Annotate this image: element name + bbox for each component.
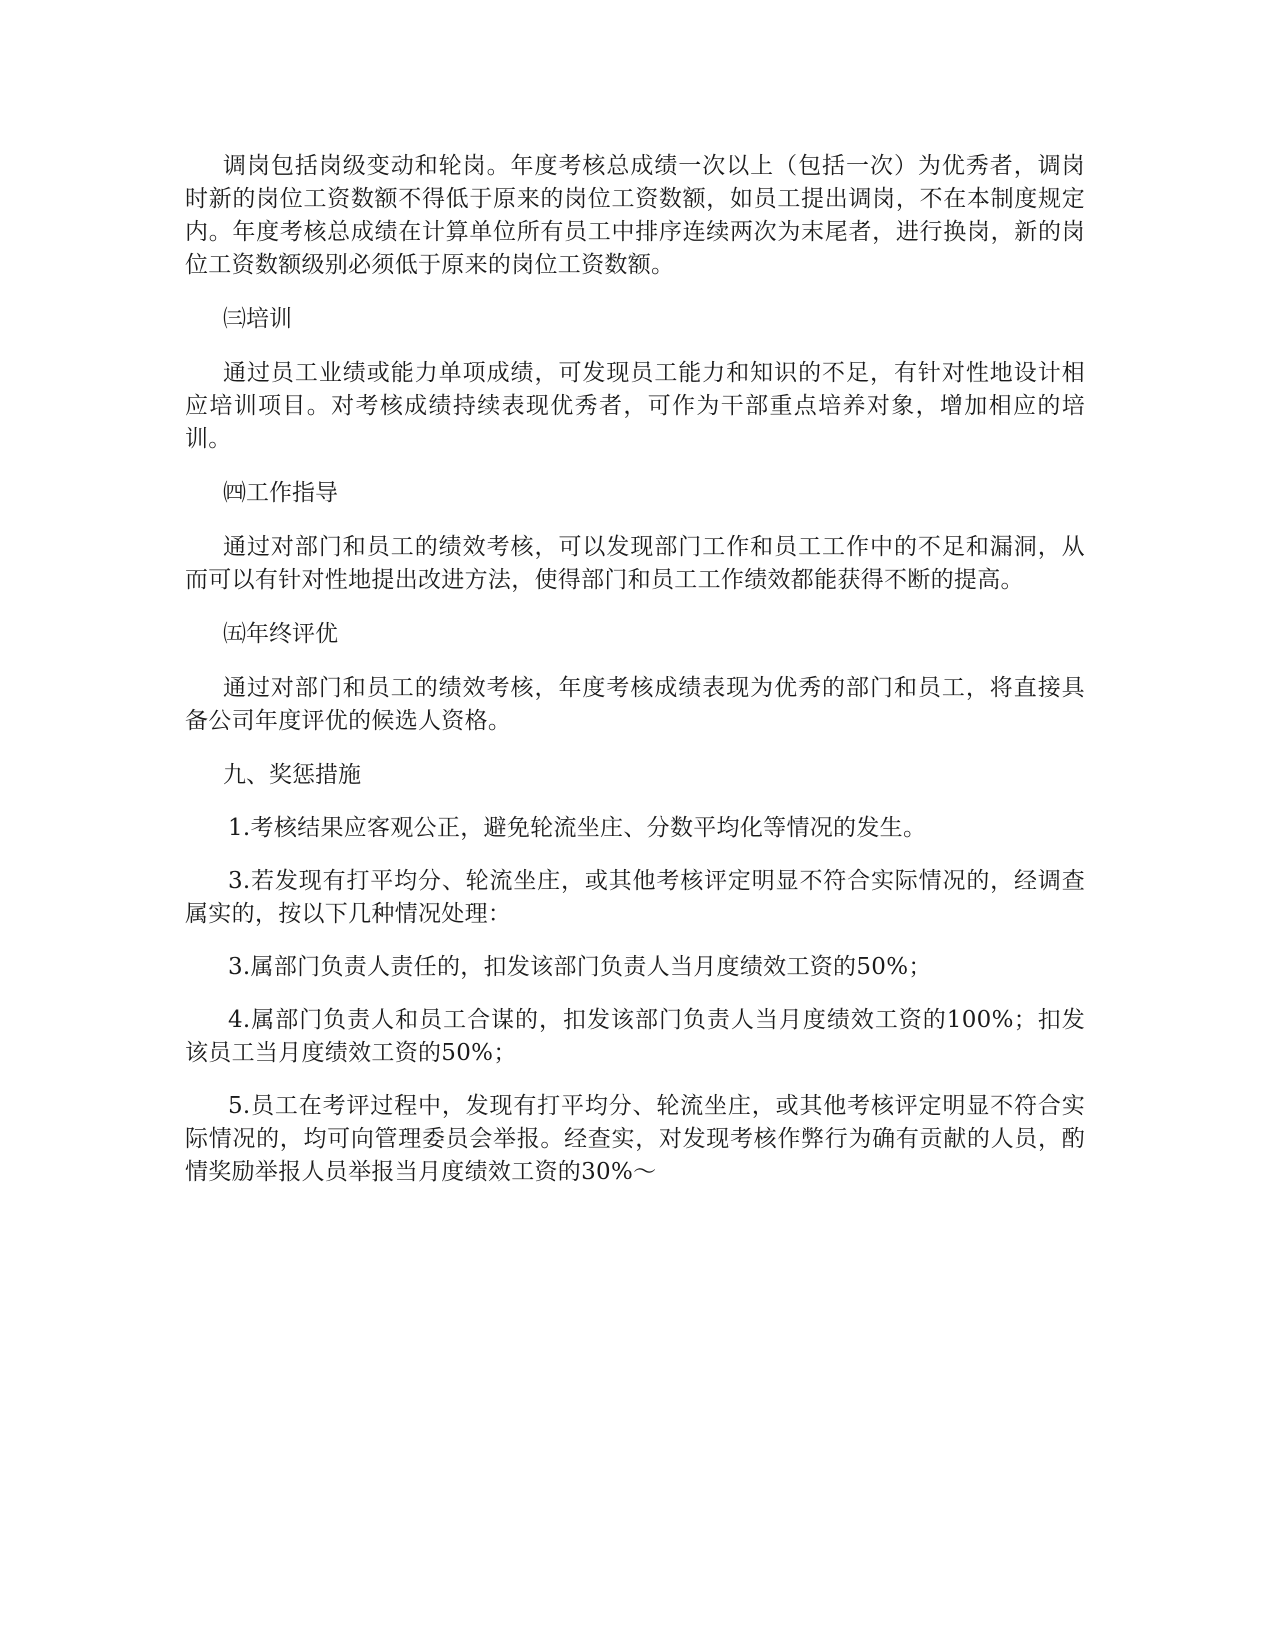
heading-year-end-awards: ㈤年终评优 (223, 621, 338, 647)
heading-rewards-penalties: 九、奖惩措施 (223, 762, 361, 788)
paragraph-training: 通过员工业绩或能力单项成绩，可发现员工能力和知识的不足，有针对性地设计相应培训项目。对考核成绩持续表现优秀者，可作为干部重点培养对象，增加相应的培训。 (185, 360, 1085, 452)
document-body (185, 150, 1085, 1189)
list-item-3a: 3.若发现有打平均分、轮流坐庄，或其他考核评定明显不符合实际情况的，经调查属实的，按以下几种情况处理： (185, 868, 1085, 927)
list-item-3b: 3.属部门负责人责任的，扣发该部门负责人当月度绩效工资的50%； (228, 954, 932, 980)
paragraph-work-guidance: 通过对部门和员工的绩效考核，可以发现部门工作和员工工作中的不足和漏洞，从而可以有针对性地提出改进方法，使得部门和员工工作绩效都能获得不断的提高。 (185, 534, 1085, 593)
paragraph-job-transfer: 调岗包括岗级变动和轮岗。年度考核总成绩一次以上（包括一次）为优秀者，调岗时新的岗位工资数额不得低于原来的岗位工资数额，如员工提出调岗，不在本制度规定内。年度考核总成绩在计算单位所有员工中排序连续两次为末尾者，进行换岗，新的岗位工资数额级别必须低于原来的岗位工资数额。 (185, 153, 1085, 278)
heading-training: ㈢培训 (223, 306, 292, 332)
list-item-4: 4.属部门负责人和员工合谋的，扣发该部门负责人当月度绩效工资的100%；扣发该员工当月度绩效工资的50%； (185, 1007, 1085, 1066)
list-item-5: 5.员工在考评过程中，发现有打平均分、轮流坐庄，或其他考核评定明显不符合实际情况的，均可向管理委员会举报。经查实，对发现考核作弊行为确有贡献的人员，酌情奖励举报人员举报当月度绩效工资的30%～ (185, 1093, 1085, 1185)
list-item-1: 1.考核结果应客观公正，避免轮流坐庄、分数平均化等情况的发生。 (228, 815, 927, 841)
heading-work-guidance: ㈣工作指导 (223, 480, 338, 506)
paragraph-year-end-awards: 通过对部门和员工的绩效考核，年度考核成绩表现为优秀的部门和员工，将直接具备公司年度评优的候选人资格。 (185, 675, 1085, 734)
